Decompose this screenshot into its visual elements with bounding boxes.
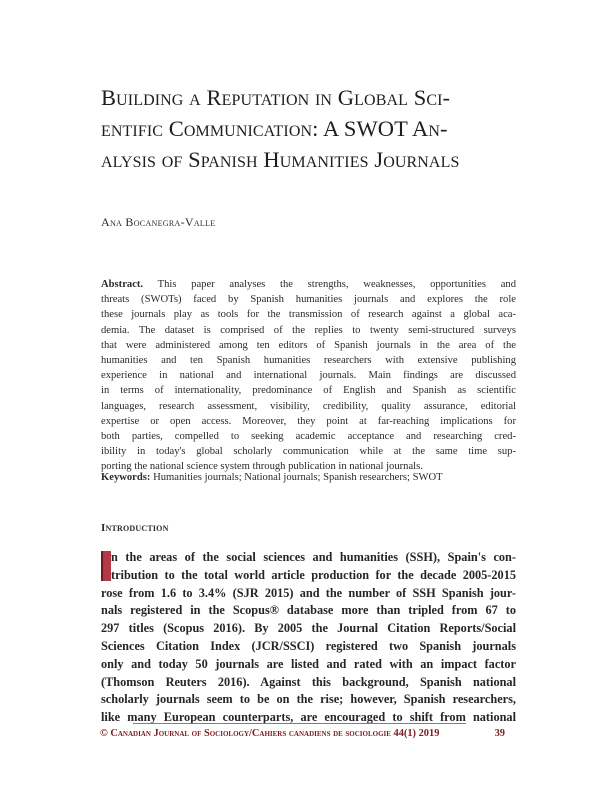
abstract-line: in terms of internationality, predominance of English and Spanish as scientific xyxy=(101,385,516,397)
author-name: Ana Bocanegra-Valle xyxy=(101,215,216,229)
body-line: n the areas of the social sciences and humanities (SSH), Spain's con- xyxy=(111,550,516,564)
title-line: Building a Reputation in Global Sci- xyxy=(101,85,451,110)
body-line: scholarly journals seem to be on the rise; however, Spanish researchers, xyxy=(101,692,516,707)
body-line: like many European counterparts, are encouraged to shift from national xyxy=(101,710,516,725)
title-line: entific Communication: A SWOT An- xyxy=(101,116,448,141)
abstract-line: experience in national and international journals. Main findings are discussed xyxy=(101,370,516,382)
page-number: 39 xyxy=(494,728,505,739)
body-line: 297 titles (Scopus 2016). By 2005 the Journal Citation Reports/Social xyxy=(101,621,516,636)
abstract xyxy=(101,277,516,475)
abstract-line: threats (SWOTs) faced by Spanish humanities journals and explores the role xyxy=(101,294,516,306)
abstract-label: Abstract. xyxy=(101,279,144,290)
abstract-line: ibility in today's global scholarly communication while at the same time sup- xyxy=(101,446,516,458)
body-line: nals registered in the Scopus® database more than tripled from 67 to xyxy=(101,603,516,618)
article-title xyxy=(101,82,521,175)
keywords-text: Humanities journals; National journals; Spanish researchers; SWOT xyxy=(150,472,443,483)
introduction-body xyxy=(101,549,516,727)
body-line: only and today 50 journals are listed and rated with an impact factor xyxy=(101,656,516,671)
body-line: Sciences Citation Index (JCR/SSCI) registered two Spanish journals xyxy=(101,638,516,653)
abstract-line: languages, research assessment, visibility, credibility, quality assurance, editorial xyxy=(101,400,516,412)
section-heading-introduction: Introduction xyxy=(101,522,169,534)
journal-citation: © Canadian Journal of Sociology/Cahiers canadiens de sociologie 44(1) 2019 xyxy=(100,728,440,739)
body-line: tribution to the total world article production for the decade 2005-2015 xyxy=(111,567,516,582)
abstract-line: humanities and ten Spanish humanities researchers with extensive publishing xyxy=(101,355,516,367)
abstract-line: Abstract. This paper analyses the strengths, weaknesses, opportunities and xyxy=(101,279,516,290)
abstract-line: that were administered among ten editors of Spanish journals in the area of the xyxy=(101,339,516,351)
abstract-line: these journals play as tools for the transmission of research against a global aca- xyxy=(101,309,516,321)
keywords xyxy=(101,470,516,485)
abstract-line: both parties, compelled to seeking academic acceptance and researching cred- xyxy=(101,431,516,443)
title-line: alysis of Spanish Humanities Journals xyxy=(101,147,460,172)
body-line: (Thomson Reuters 2016). Against this background, Spanish national xyxy=(101,674,516,689)
footer-rule xyxy=(133,723,466,724)
body-line: rose from 1.6 to 3.4% (SJR 2015) and the number of SSH Spanish jour- xyxy=(101,585,516,600)
page-footer xyxy=(100,728,505,739)
abstract-line: porting the national science system through publication in national journals. xyxy=(101,461,423,473)
abstract-line: demia. The dataset is comprised of the replies to twenty semi-structured surveys xyxy=(101,324,516,336)
abstract-line: expertise or open access. Moreover, they point at far-reaching implications for xyxy=(101,415,516,427)
keywords-label: Keywords: xyxy=(101,472,151,483)
